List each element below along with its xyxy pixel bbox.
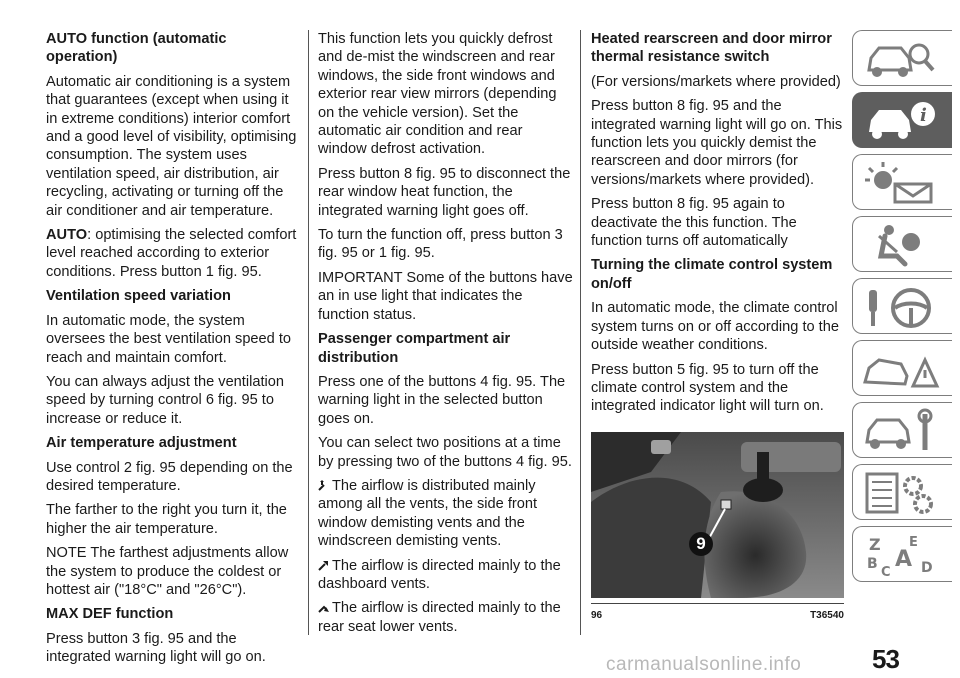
tab-starting-driving[interactable] xyxy=(852,278,952,334)
column-3 xyxy=(591,30,844,625)
column-1 xyxy=(46,30,298,673)
paragraph-turn-off: To turn the function off, press button 3 fig. 95 or 1 fig. 95. xyxy=(318,227,563,262)
paragraph-button-8: Press button 8 fig. 95 to disconnect the rear window heat function, the integrated warning light goes off. xyxy=(318,165,571,219)
heading-ventilation-speed: Ventilation speed variation xyxy=(46,288,231,305)
auto-label: AUTO xyxy=(46,227,88,244)
heading-max-def: MAX DEF function xyxy=(46,606,174,623)
figure-code: T36540 xyxy=(810,609,844,621)
vent-mode-rear-text: The airflow is directed mainly to the rear seat lower vents. xyxy=(318,600,561,635)
vent-mode-dashboard xyxy=(318,557,573,594)
column-divider-1 xyxy=(308,30,309,635)
paragraph-important: IMPORTANT Some of the buttons have an in use light that indicates the function status. xyxy=(318,269,573,323)
svg-text:D: D xyxy=(921,560,933,576)
car-info-icon xyxy=(861,98,941,144)
chapter-tabs xyxy=(852,30,960,588)
paragraph-temp-3: NOTE The farthest adjustments allow the system to produce the coldest or hottest air ("18°C" and "26°C"). xyxy=(46,545,289,598)
paragraph-distribution-1: Press one of the buttons 4 fig. 95. The warning light in the selected button goes on. xyxy=(318,373,566,427)
tab-maintenance[interactable] xyxy=(852,402,952,458)
page-number: 53 xyxy=(872,644,899,674)
paragraph-speed-1: In automatic mode, the system oversees the best ventilation speed to reach and maintain comfort. xyxy=(46,312,292,366)
figure-number: 96 xyxy=(591,609,603,621)
paragraph-distribution-2: You can select two positions at a time by pressing two of the buttons 4 fig. 95. xyxy=(318,435,572,470)
airbag-seat-icon xyxy=(861,222,941,268)
svg-text:i: i xyxy=(920,105,927,126)
vent-mode-all-text: The airflow is distributed mainly among all the vents, the side front window demisting vents and the windscreen demisting vents. xyxy=(318,477,538,550)
tab-safety[interactable] xyxy=(852,216,952,272)
heading-auto-function: AUTO function (automatic operation) xyxy=(46,31,227,66)
paragraph-heat-on: Press button 8 fig. 95 and the integrated warning light will go on. This function lets you quickly demist the rearscreen and door mirrors (for versions/markets where provided). xyxy=(591,98,843,188)
figure-96-photo xyxy=(591,432,844,598)
heading-climate-on-off: Turning the climate control system on/off xyxy=(591,257,833,292)
airflow-dashboard-icon xyxy=(318,559,330,571)
column-2 xyxy=(318,30,573,642)
airflow-rear-seat-icon xyxy=(318,601,330,613)
heading-air-distribution: Passenger compartment air distribution xyxy=(318,331,511,366)
tab-car-search[interactable] xyxy=(852,30,952,86)
specifications-gears-icon xyxy=(861,470,941,516)
figure-rule xyxy=(591,603,844,604)
key-steering-wheel-icon xyxy=(861,284,941,330)
paragraph-temp-2: The farther to the right you turn it, the higher the air temperature. xyxy=(46,502,287,537)
airflow-all-vents-icon xyxy=(318,479,330,491)
warning-lights-message-icon xyxy=(861,160,941,206)
paragraph-auto-mode: In automatic mode, the climate control system turns on or off according to the outside weather conditions. xyxy=(591,300,839,354)
heading-heated-rearscreen: Heated rearscreen and door mirror thermal resistance switch xyxy=(591,31,832,66)
svg-text:C: C xyxy=(881,565,891,578)
vent-mode-dashboard-text: The airflow is directed mainly to the dashboard vents. xyxy=(318,557,561,592)
svg-text:B: B xyxy=(867,556,878,572)
paragraph-versions: (For versions/markets where provided) xyxy=(591,73,841,90)
paragraph-max-def: Press button 3 fig. 95 and the integrated warning light will go on. xyxy=(46,630,266,666)
vent-mode-all xyxy=(318,477,573,551)
callout-9: 9 xyxy=(689,532,713,556)
svg-text:Z: Z xyxy=(869,535,881,554)
paragraph-defrost: This function lets you quickly defrost and de-mist the windscreen and rear windows, the side front windows and exterior rear view mirrors (depending on the vehicle version). Set the automatic air condition and rear window defrost activation. xyxy=(318,31,557,158)
svg-text:E: E xyxy=(909,535,918,550)
car-warning-triangle-icon xyxy=(861,346,941,392)
paragraph-heat-off: Press button 8 fig. 95 again to deactivate the this function. The function turns off automatically xyxy=(591,196,797,250)
auto-description: : optimising the selected comfort level reached according to exterior conditions. Press button 1 fig. 95. xyxy=(46,227,297,280)
tab-warning-lights[interactable] xyxy=(852,154,952,210)
paragraph-auto-2 xyxy=(46,226,298,281)
alphabetical-index-icon xyxy=(861,532,941,578)
svg-text:A: A xyxy=(895,547,913,572)
figure-caption xyxy=(591,607,844,625)
paragraph-auto: Automatic air conditioning is a system that guarantees (except when using it in extreme conditions) interior comfort and a good level of visibility, optimising consumption. The system uses ventilation speed, air distribution, air recycling, activating or turning off the air conditioner and air temperature. xyxy=(46,73,297,219)
heading-air-temperature: Air temperature adjustment xyxy=(46,435,237,452)
tab-emergency[interactable] xyxy=(852,340,952,396)
car-wrench-icon xyxy=(861,408,941,454)
paragraph-temp-1: Use control 2 fig. 95 depending on the desired temperature. xyxy=(46,459,293,494)
tab-technical-specs[interactable] xyxy=(852,464,952,520)
car-search-icon xyxy=(861,36,941,82)
column-divider-2 xyxy=(580,30,581,635)
paragraph-button-5: Press button 5 fig. 95 to turn off the climate control system and the integrated indicator light will turn on. xyxy=(591,361,824,415)
vent-mode-rear xyxy=(318,599,573,636)
paragraph-speed-2: You can always adjust the ventilation speed by turning control 6 fig. 95 to increase or reduce it. xyxy=(46,373,284,427)
tab-index[interactable] xyxy=(852,526,952,582)
tab-car-info[interactable] xyxy=(852,92,952,148)
watermark: carmanualsonline.info xyxy=(606,654,802,675)
